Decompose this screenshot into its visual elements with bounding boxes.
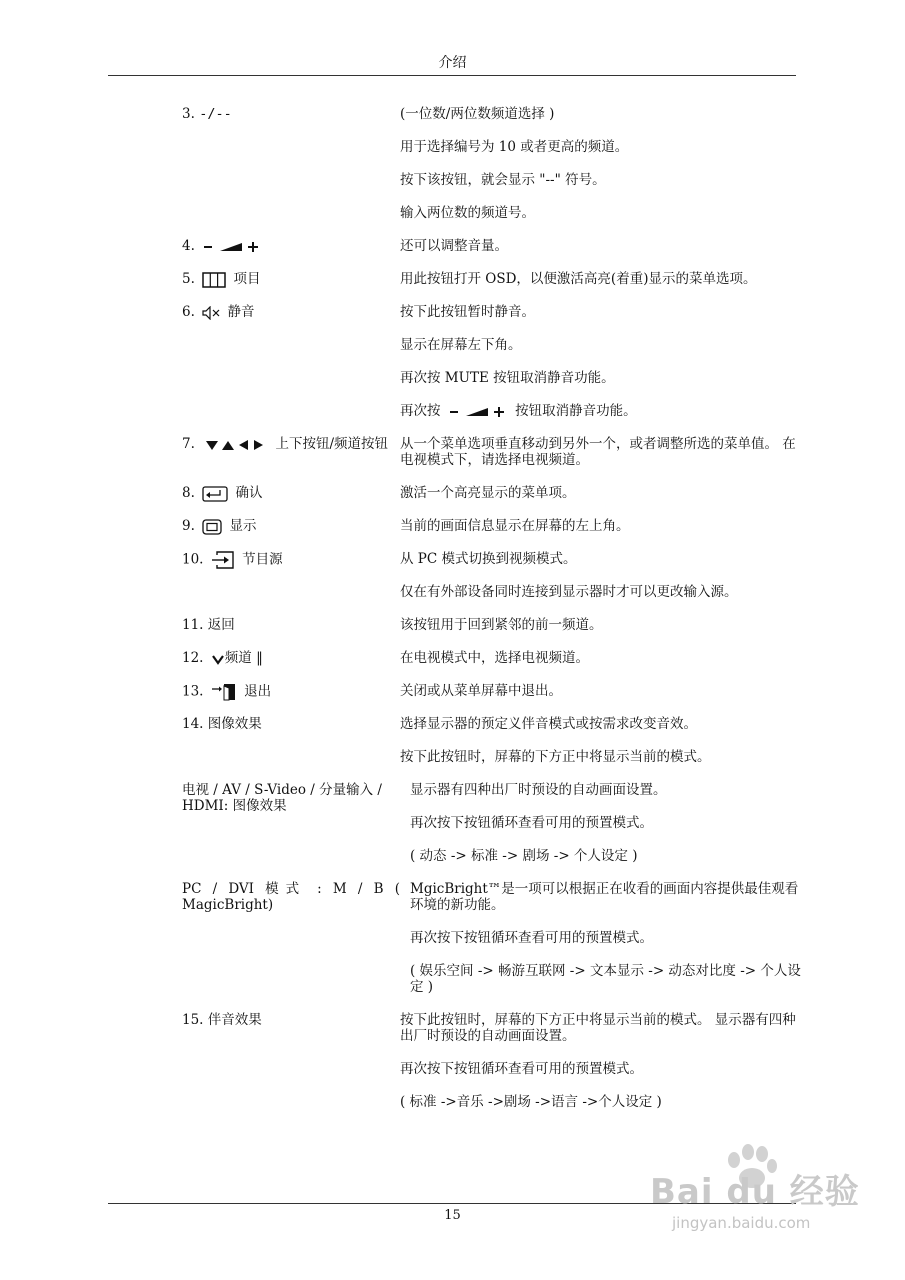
entry-number: 10. — [182, 551, 204, 568]
header-divider — [108, 75, 796, 76]
entry-label-cell — [182, 518, 400, 535]
enter-icon — [202, 486, 228, 502]
arrow-keys-icon — [202, 439, 268, 451]
entry-label: 电视 / AV / S-Video / 分量输入 / HDMI: 图像效果 — [182, 782, 382, 814]
entry-row — [182, 650, 802, 683]
description-line: 显示器有四种出厂时预设的自动画面设置。 — [410, 782, 667, 798]
entry-row — [182, 683, 802, 716]
entry-label: -/-- — [199, 106, 232, 122]
page-number: 15 — [444, 1208, 461, 1223]
entry-label: 项目 — [233, 271, 261, 287]
entry-label: 上下按钮/频道按钮 — [275, 436, 389, 452]
description-line: ( 标准 ->音乐 ->剧场 ->语言 ->个人设定 ) — [400, 1094, 662, 1110]
exit-icon — [211, 683, 237, 701]
entry-description — [400, 617, 802, 650]
entry-number: 5. — [182, 271, 195, 287]
entry-label: 显示 — [229, 518, 257, 534]
description-line: 关闭或从菜单屏幕中退出。 — [400, 683, 562, 699]
description-line: 按下此按钮时，屏幕的下方正中将显示当前的模式。 显示器有四种出厂时预设的自动画面设置。 — [400, 1012, 796, 1044]
entry-number: 11. — [182, 617, 204, 633]
description-line: 当前的画面信息显示在屏幕的左上角。 — [400, 518, 630, 534]
entry-label: 伴音效果 — [207, 1012, 262, 1028]
description-line: 再次按下按钮循环查看可用的预置模式。 — [410, 815, 653, 831]
entry-number: 7. — [182, 436, 195, 452]
entry-row — [182, 782, 802, 881]
description-line: 仅在有外部设备同时连接到显示器时才可以更改输入源。 — [400, 584, 738, 600]
entry-description — [410, 782, 802, 881]
description-line: 按下该按钮，就会显示 "--" 符号。 — [400, 172, 606, 188]
entry-number: 6. — [182, 304, 195, 320]
entry-row — [182, 518, 802, 551]
description-line: 该按钮用于回到紧邻的前一频道。 — [400, 617, 603, 633]
entry-number: 3. — [182, 106, 195, 122]
entry-row — [182, 551, 802, 617]
volume-minus-plus-icon — [202, 241, 262, 253]
entry-number: 9. — [182, 518, 195, 534]
entry-label-cell — [182, 106, 400, 122]
entry-row — [182, 881, 802, 1012]
description-line: 按下此按钮暂时静音。 — [400, 304, 535, 320]
entry-description — [400, 436, 802, 485]
entry-label-cell — [182, 485, 400, 502]
entry-label-cell — [182, 617, 400, 633]
description-line: 激活一个高亮显示的菜单项。 — [400, 485, 576, 501]
entry-description — [400, 683, 802, 716]
entry-label-cell — [182, 650, 400, 666]
entry-description — [400, 551, 802, 617]
entry-label-cell — [182, 551, 400, 569]
entry-number: 13. — [182, 683, 204, 700]
description-line: 还可以调整音量。 — [400, 238, 508, 254]
entry-description — [400, 518, 802, 551]
source-input-icon — [211, 551, 235, 569]
entry-number: 15. — [182, 1012, 204, 1028]
entry-row — [182, 716, 802, 782]
entry-description — [410, 881, 802, 1012]
entry-description — [400, 1012, 802, 1127]
entry-label-cell — [182, 881, 410, 913]
description-line: 显示在屏幕左下角。 — [400, 337, 522, 353]
entry-label-cell — [182, 1012, 400, 1028]
volume-minus-plus-icon — [448, 406, 508, 418]
entry-row — [182, 1012, 802, 1127]
entry-description — [400, 304, 802, 436]
watermark-brand: Bai du 经验 — [650, 1172, 860, 1212]
entry-row — [182, 238, 802, 271]
entry-label-cell — [182, 436, 400, 452]
description-line: ( 动态 -> 标准 -> 剧场 -> 个人设定 ) — [410, 848, 638, 864]
entry-label: 静音 — [227, 304, 255, 320]
description-line: 在电视模式中，选择电视频道。 — [400, 650, 589, 666]
page-header-title: 介绍 — [438, 55, 467, 71]
description-line: 再次按 按钮取消静音功能。 — [400, 403, 637, 419]
baidu-watermark — [630, 1142, 880, 1242]
menu-icon — [202, 272, 226, 288]
entry-label: 返回 — [207, 617, 235, 633]
description-line: MgicBright™是一项可以根据正在收看的画面内容提供最佳观看环境的新功能。 — [410, 881, 799, 913]
entry-label-cell — [182, 782, 410, 814]
chevron-down-icon — [211, 653, 225, 665]
description-line: 再次按下按钮循环查看可用的预置模式。 — [410, 930, 653, 946]
entry-label: 图像效果 — [207, 716, 262, 732]
entry-number: 8. — [182, 485, 195, 501]
entry-description — [400, 106, 802, 238]
entry-number: 12. — [182, 650, 204, 666]
info-display-icon — [202, 519, 222, 535]
entry-label: 频道 ‖ — [224, 650, 263, 666]
entry-label-cell — [182, 716, 400, 732]
entry-label: 确认 — [235, 485, 263, 501]
description-line: 从一个菜单选项垂直移动到另外一个，或者调整所选的菜单值。 在电视模式下，请选择电视频道。 — [400, 436, 796, 468]
entry-label-cell — [182, 683, 400, 701]
entry-description — [400, 716, 802, 782]
entry-number: 14. — [182, 716, 204, 732]
mute-speaker-icon — [202, 306, 220, 320]
description-line: (一位数/两位数频道选择 ) — [400, 106, 555, 122]
entry-row — [182, 304, 802, 436]
entry-label: 退出 — [244, 683, 272, 700]
description-line: 再次按下按钮循环查看可用的预置模式。 — [400, 1061, 643, 1077]
entry-row — [182, 485, 802, 518]
entry-description — [400, 485, 802, 518]
description-line: 再次按 MUTE 按钮取消静音功能。 — [400, 370, 615, 386]
entry-label-cell — [182, 304, 400, 320]
description-line: 用于选择编号为 10 或者更高的频道。 — [400, 139, 629, 155]
entry-row — [182, 436, 802, 485]
description-line: 用此按钮打开 OSD，以便激活高亮(着重)显示的菜单选项。 — [400, 271, 757, 287]
entry-row — [182, 271, 802, 304]
entry-description — [400, 238, 802, 271]
description-line: ( 娱乐空间 -> 畅游互联网 -> 文本显示 -> 动态对比度 -> 个人设定 ) — [410, 963, 801, 995]
description-line: 按下此按钮时，屏幕的下方正中将显示当前的模式。 — [400, 749, 711, 765]
entry-description — [400, 271, 802, 304]
entry-row — [182, 106, 802, 238]
description-line: 输入两位数的频道号。 — [400, 205, 535, 221]
entry-description — [400, 650, 802, 683]
entry-label-cell — [182, 271, 400, 288]
content-table — [182, 106, 802, 1127]
description-line: 选择显示器的预定义伴音模式或按需求改变音效。 — [400, 716, 697, 732]
watermark-url: jingyan.baidu.com — [672, 1214, 811, 1232]
entry-number: 4. — [182, 238, 195, 254]
description-line: 从 PC 模式切换到视频模式。 — [400, 551, 577, 567]
entry-label-cell — [182, 238, 400, 254]
entry-label: 节目源 — [242, 551, 283, 568]
entry-row — [182, 617, 802, 650]
entry-label: PC / DVI 模式 : M / B ( MagicBright) — [182, 881, 400, 913]
